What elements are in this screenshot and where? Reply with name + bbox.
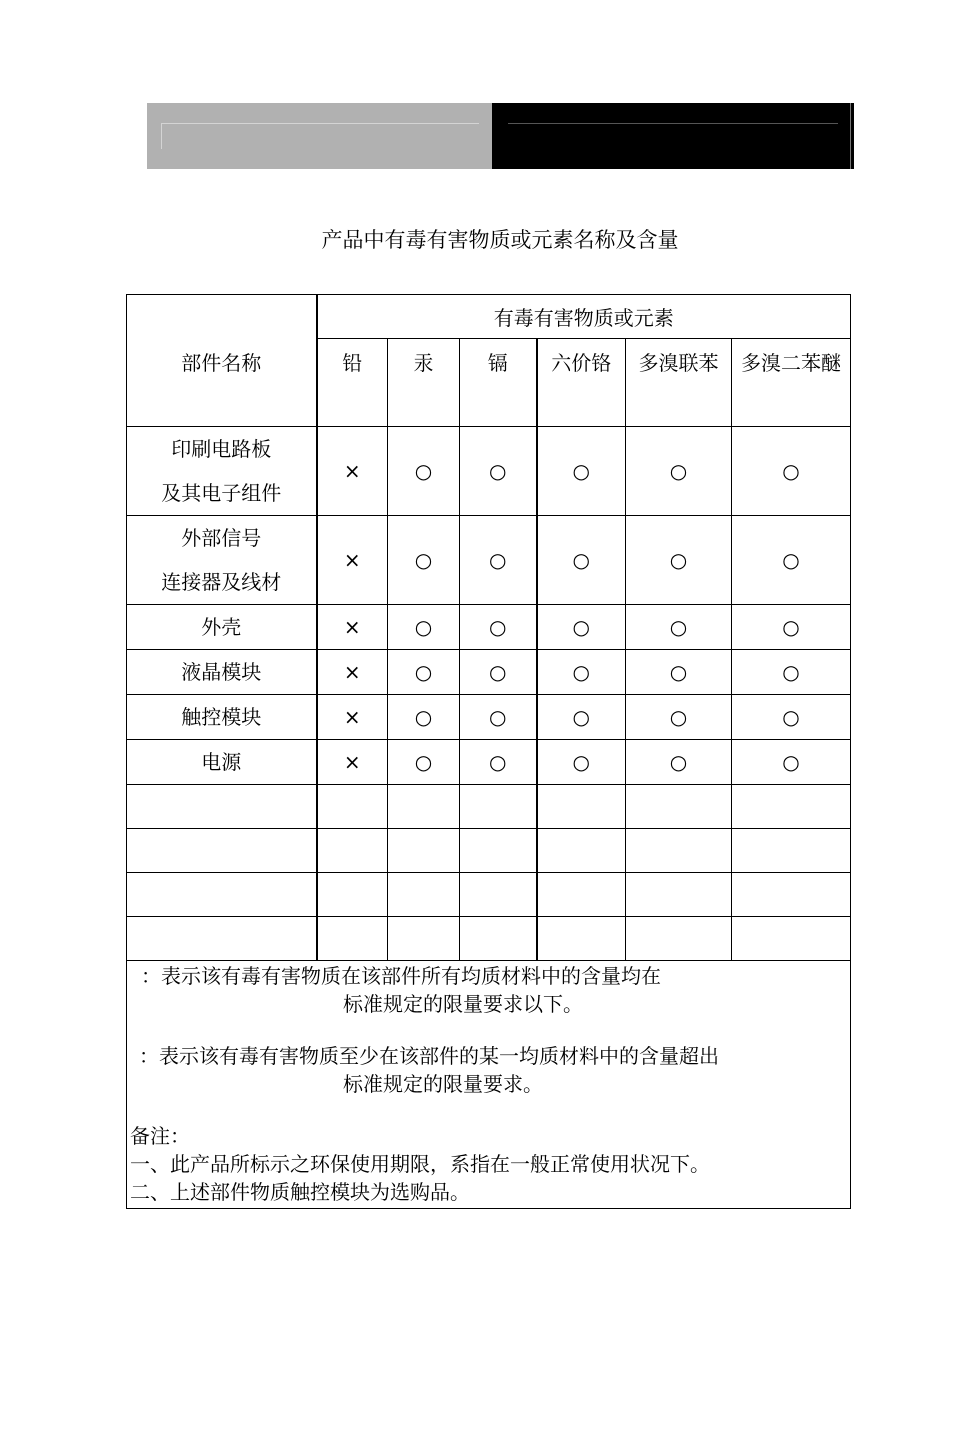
circle-mark: ○: [460, 516, 537, 605]
empty-cell: [127, 917, 317, 961]
cross-mark: ×: [317, 740, 388, 785]
substance-header-2: 汞: [388, 339, 460, 427]
empty-row: [127, 785, 851, 829]
circle-mark: ○: [537, 516, 626, 605]
circle-mark: ○: [388, 516, 460, 605]
cross-mark: ×: [317, 427, 388, 516]
empty-row: [127, 873, 851, 917]
circle-mark: ○: [626, 427, 732, 516]
circle-mark: ○: [388, 427, 460, 516]
notes-row: [127, 961, 851, 1209]
part-name-line: 及其电子组件: [161, 481, 282, 505]
notes-cell: [127, 961, 851, 1209]
empty-cell: [127, 873, 317, 917]
empty-cell: [317, 829, 388, 873]
table-row: [127, 516, 851, 605]
table-row: [127, 650, 851, 695]
empty-row: [127, 829, 851, 873]
circle-mark: ○: [460, 427, 537, 516]
circle-mark: ○: [537, 605, 626, 650]
part-name-cell: [127, 695, 317, 740]
substance-header-3: 镉: [460, 339, 537, 427]
empty-cell: [460, 917, 537, 961]
empty-cell: [626, 785, 732, 829]
part-name-cell: [127, 740, 317, 785]
circle-mark: ○: [460, 605, 537, 650]
part-name-line: 液晶模块: [181, 660, 262, 684]
empty-cell: [732, 785, 851, 829]
circle-mark: ○: [460, 695, 537, 740]
empty-cell: [127, 785, 317, 829]
document-title: 产品中有毒有害物质或元素名称及含量: [321, 228, 679, 252]
empty-cell: [460, 829, 537, 873]
table-row: [127, 695, 851, 740]
header-banner-left: [147, 103, 492, 169]
header-banner-right: [492, 103, 854, 169]
header-left-rule: [161, 123, 479, 124]
circle-mark: ○: [732, 695, 851, 740]
part-name-line: 外部信号: [181, 526, 262, 550]
table-body: [127, 295, 851, 1209]
empty-cell: [388, 829, 460, 873]
header-right-edge: [850, 103, 851, 169]
circle-mark: ○: [537, 695, 626, 740]
part-name-cell: [127, 605, 317, 650]
circle-mark: ○: [732, 516, 851, 605]
circle-mark: ○: [537, 740, 626, 785]
part-name-line: 印刷电路板: [171, 437, 272, 461]
substance-header-1: 铅: [317, 339, 388, 427]
table-row: [127, 427, 851, 516]
empty-cell: [626, 917, 732, 961]
empty-cell: [317, 785, 388, 829]
note-remark-label: 备注：: [130, 1124, 190, 1148]
note-cross-line1: ：表示该有毒有害物质至少在该部件的某一均质材料中的含量超出: [139, 1044, 719, 1068]
circle-mark: ○: [537, 427, 626, 516]
circle-mark: ○: [732, 427, 851, 516]
empty-cell: [460, 873, 537, 917]
substance-header-6: 多溴二苯醚: [732, 339, 851, 427]
circle-mark: ○: [388, 650, 460, 695]
empty-cell: [626, 873, 732, 917]
note-remark-2: 二、上述部件物质触控模块为选购品。: [130, 1180, 470, 1204]
circle-mark: ○: [626, 516, 732, 605]
circle-mark: ○: [732, 605, 851, 650]
empty-cell: [460, 785, 537, 829]
note-remark-1: 一、此产品所标示之环保使用期限，系指在一般正常使用状况下。: [130, 1152, 710, 1176]
cross-mark: ×: [317, 516, 388, 605]
part-name-line: 触控模块: [181, 705, 262, 729]
note-cross-line2: 标准规定的限量要求。: [343, 1072, 543, 1096]
note-circle-line2: 标准规定的限量要求以下。: [343, 992, 583, 1016]
hazardous-substance-table: [126, 294, 851, 1209]
part-name-line: 电源: [201, 750, 242, 774]
circle-mark: ○: [460, 740, 537, 785]
circle-mark: ○: [626, 740, 732, 785]
header-row-group: [127, 295, 851, 339]
empty-cell: [317, 873, 388, 917]
cross-mark: ×: [317, 605, 388, 650]
circle-mark: ○: [388, 695, 460, 740]
empty-cell: [537, 873, 626, 917]
empty-cell: [732, 829, 851, 873]
empty-cell: [317, 917, 388, 961]
part-name-line: 连接器及线材: [161, 570, 282, 594]
header-right-rule: [508, 123, 838, 124]
empty-cell: [127, 829, 317, 873]
cross-mark: ×: [317, 650, 388, 695]
circle-mark: ○: [388, 605, 460, 650]
empty-cell: [626, 829, 732, 873]
header-left-tick: [161, 123, 162, 149]
empty-cell: [388, 917, 460, 961]
empty-cell: [537, 785, 626, 829]
part-name-line: 外壳: [201, 615, 242, 639]
empty-cell: [388, 785, 460, 829]
substance-group-header: 有毒有害物质或元素: [317, 295, 851, 339]
circle-mark: ○: [732, 650, 851, 695]
part-name-cell: [127, 427, 317, 516]
header-banner: [147, 103, 854, 169]
table-row: [127, 605, 851, 650]
part-name-cell: [127, 650, 317, 695]
substance-header-4: 六价铬: [537, 339, 626, 427]
circle-mark: ○: [626, 695, 732, 740]
empty-row: [127, 917, 851, 961]
cross-mark: ×: [317, 695, 388, 740]
empty-cell: [537, 829, 626, 873]
part-name-header: 部件名称: [127, 295, 317, 427]
circle-mark: ○: [626, 650, 732, 695]
circle-mark: ○: [460, 650, 537, 695]
circle-mark: ○: [626, 605, 732, 650]
empty-cell: [732, 873, 851, 917]
circle-mark: ○: [388, 740, 460, 785]
empty-cell: [537, 917, 626, 961]
empty-cell: [732, 917, 851, 961]
circle-mark: ○: [537, 650, 626, 695]
empty-cell: [388, 873, 460, 917]
circle-mark: ○: [732, 740, 851, 785]
part-name-cell: [127, 516, 317, 605]
table-row: [127, 740, 851, 785]
note-circle-line1: ：表示该有毒有害物质在该部件所有均质材料中的含量均在: [141, 964, 661, 988]
substance-header-5: 多溴联苯: [626, 339, 732, 427]
